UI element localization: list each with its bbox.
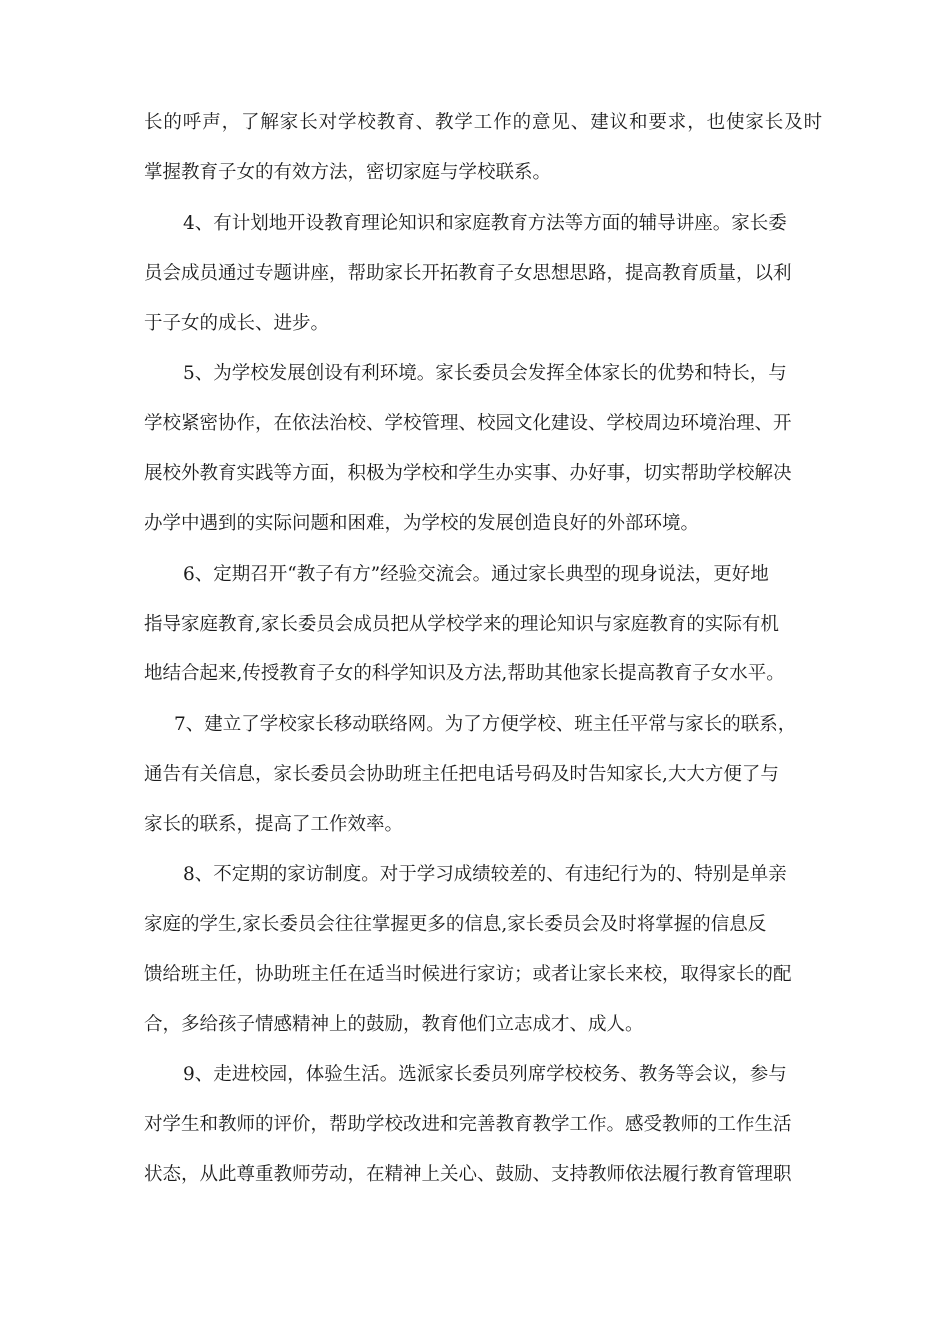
- text-line: 地结合起来,传授教育子女的科学知识及方法,帮助其他家长提高教育子女水平。: [144, 663, 785, 684]
- text-line: 家庭的学生,家长委员会往往掌握更多的信息,家长委员会及时将掌握的信息反: [144, 914, 767, 935]
- text-line: 9、走进校园，体验生活。选派家长委员列席学校校务、教务等会议，参与: [183, 1064, 787, 1085]
- text-line: 指导家庭教育,家长委员会成员把从学校学来的理论知识与家庭教育的实际有机: [144, 614, 779, 635]
- text-line: 合，多给孩子情感精神上的鼓励，教育他们立志成才、成人。: [144, 1014, 644, 1035]
- text-line: 家长的联系，提高了工作效率。: [144, 814, 404, 835]
- text-line: 7、建立了学校家长移动联络网。为了方便学校、班主任平常与家长的联系，: [174, 714, 797, 735]
- text-line: 状态，从此尊重教师劳动，在精神上关心、鼓励、支持教师依法履行教育管理职: [144, 1164, 792, 1185]
- text-line: 掌握教育子女的有效方法，密切家庭与学校联系。: [144, 162, 552, 183]
- text-line: 员会成员通过专题讲座，帮助家长开拓教育子女思想思路，提高教育质量，以利: [144, 263, 792, 284]
- text-line: 4、有计划地开设教育理论知识和家庭教育方法等方面的辅导讲座。家长委: [183, 213, 787, 234]
- text-line: 8、不定期的家访制度。对于学习成绩较差的、有违纪行为的、特别是单亲: [183, 864, 787, 885]
- text-line: 学校紧密协作，在依法治校、学校管理、校园文化建设、学校周边环境治理、开: [144, 413, 792, 434]
- text-line: 5、为学校发展创设有利环境。家长委员会发挥全体家长的优势和特长，与: [183, 363, 787, 384]
- text-line: 通告有关信息，家长委员会协助班主任把电话号码及时告知家长,大大方便了与: [144, 764, 779, 785]
- text-line: 于子女的成长、进步。: [144, 313, 330, 334]
- text-line: 办学中遇到的实际问题和困难，为学校的发展创造良好的外部环境。: [144, 513, 700, 534]
- text-line: 长的呼声，了解家长对学校教育、教学工作的意见、建议和要求，也使家长及时: [144, 112, 824, 133]
- text-line: 对学生和教师的评价，帮助学校改进和完善教育教学工作。感受教师的工作生活: [144, 1114, 792, 1135]
- text-line: 馈给班主任，协助班主任在适当时候进行家访；或者让家长来校，取得家长的配: [144, 964, 792, 985]
- text-line: 展校外教育实践等方面，积极为学校和学生办实事、办好事，切实帮助学校解决: [144, 463, 792, 484]
- text-line: 6、定期召开“教子有方”经验交流会。通过家长典型的现身说法，更好地: [183, 564, 769, 585]
